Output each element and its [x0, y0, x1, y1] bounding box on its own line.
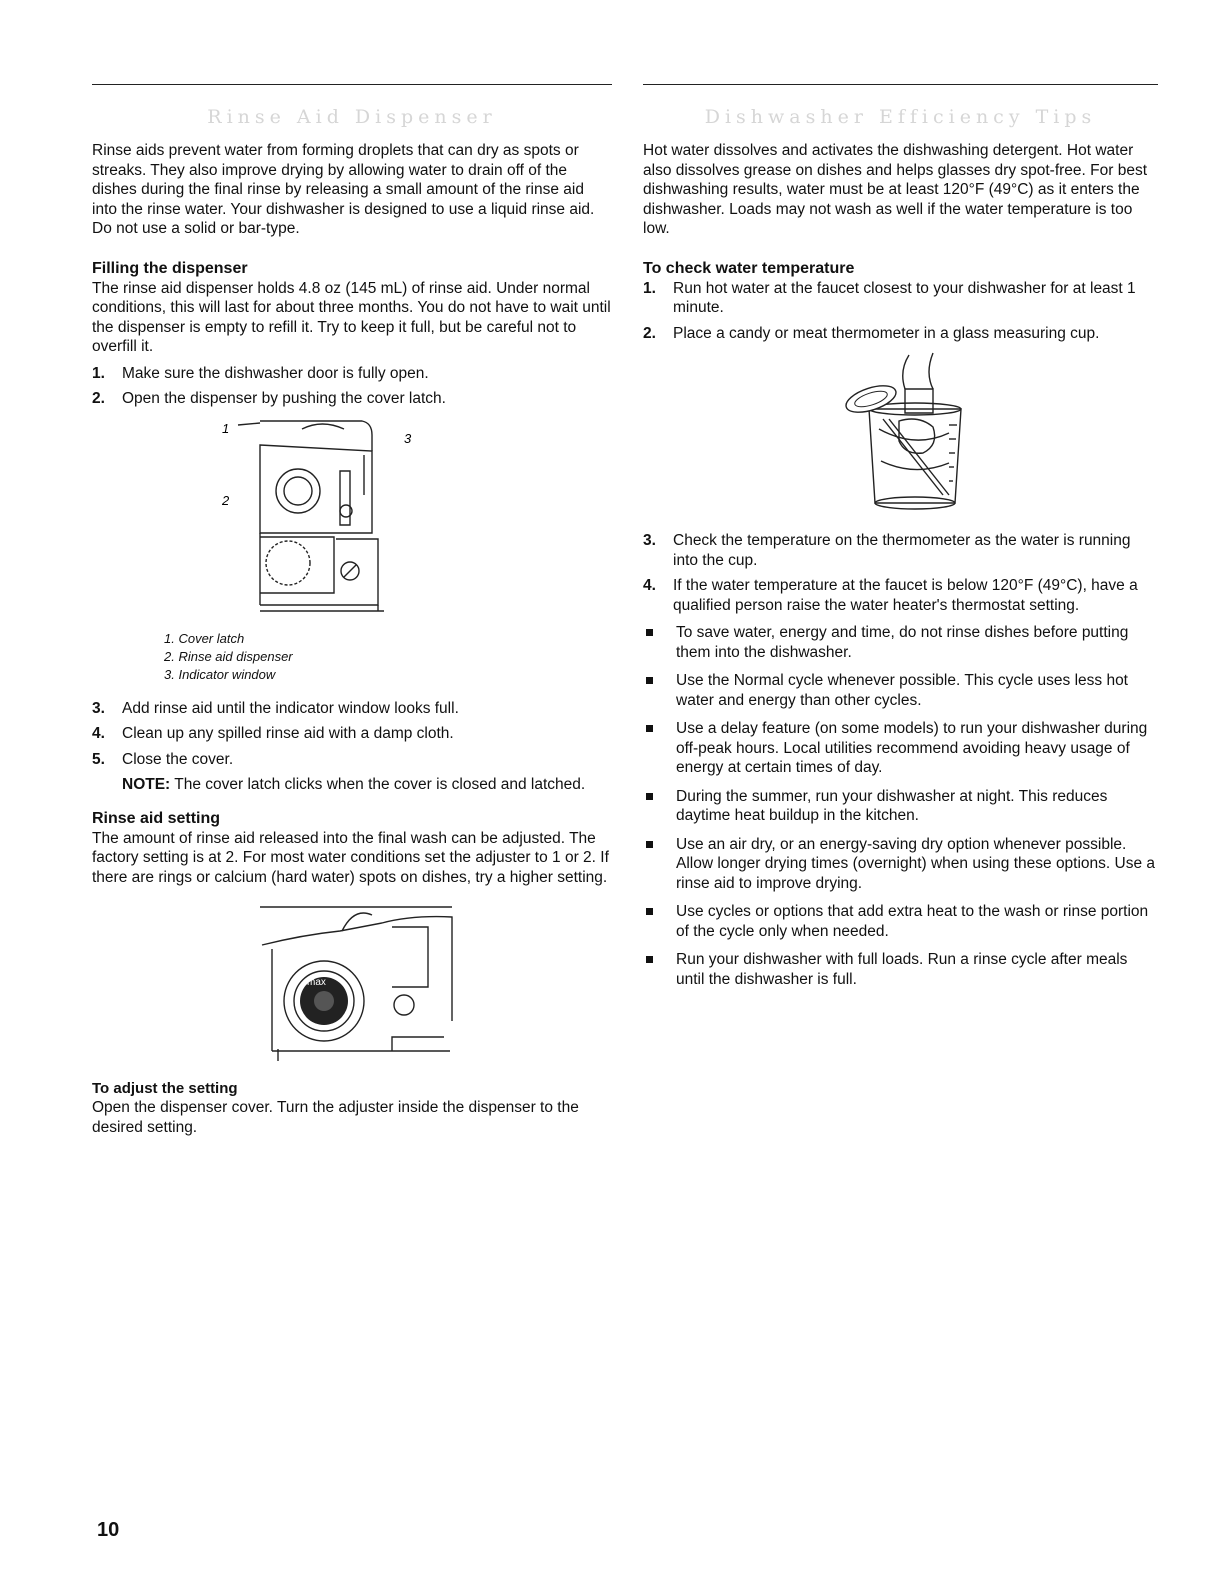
setting-heading: Rinse aid setting [92, 809, 221, 827]
section-rule [643, 84, 1158, 85]
thermometer-dial [843, 381, 899, 418]
dispenser-figure [92, 415, 612, 620]
step-number: 3. [643, 532, 656, 549]
note-label: NOTE: [122, 776, 171, 793]
tip-text: Use the Normal cycle whenever possible. This cycle uses less hot water and energy than other cycles. [676, 672, 1128, 709]
list-item [643, 671, 1158, 710]
tip-text: Use a delay feature (on some models) to run your dishwasher during off-peak hours. Local utilities recommend avoiding heavy usage of energy at certain times of day. [676, 720, 1148, 776]
step-text: Open the dispenser by pushing the cover latch. [122, 390, 446, 407]
note-text: The cover latch clicks when the cover is closed and latched. [170, 776, 586, 793]
step-text: If the water temperature at the faucet is below 120°F (49°C), have a qualified person raise the water heater's thermostat setting. [673, 577, 1138, 614]
adjuster-figure [92, 901, 612, 1071]
list-item [92, 389, 612, 409]
dial-max-label: max [307, 977, 326, 988]
bullet-icon [646, 677, 653, 684]
step-text: Place a candy or meat thermometer in a glass measuring cup. [673, 324, 1100, 342]
list-item [92, 724, 612, 744]
thermometer-drawing [869, 353, 961, 509]
list-item [643, 950, 1158, 989]
callout-3: 3 [404, 430, 412, 446]
right-column [643, 84, 1158, 998]
thermometer-figure [643, 349, 1158, 519]
step-number: 1. [643, 279, 656, 297]
rinse-aid-intro: Rinse aids prevent water from forming droplets that can dry as spots or streaks. They also improve drying by allowing water to drain off of the dishes during the final rinse by releasing a small amount of the rinse aid into the rinse water. Your dishwasher is designed to use a liquid rinse aid. Do not use a solid or bar-type. [92, 142, 595, 237]
step-text: Make sure the dishwasher door is fully open. [122, 364, 429, 382]
filling-text: The rinse aid dispenser holds 4.8 oz (145 mL) of rinse aid. Under normal conditions, this will last for about three months. You do not have to wait until the dispenser is empty to refill it. Try to keep it full, but be careful not to overfill it. [92, 279, 611, 355]
step-number: 4. [92, 725, 105, 742]
step-number: 2. [643, 324, 656, 342]
adjuster-dial-center [314, 991, 334, 1011]
callout-1: 1 [222, 420, 230, 436]
step-text: Close the cover. [122, 750, 234, 768]
list-item [643, 835, 1158, 894]
caption-rinse-aid-dispenser: 2. Rinse aid dispenser [164, 648, 293, 664]
section-title-rinse-aid: Rinse Aid Dispenser [207, 106, 497, 128]
list-item [92, 364, 612, 384]
bullet-icon [646, 956, 653, 963]
tip-text: During the summer, run your dishwasher at night. This reduces daytime heat buildup in the kitchen. [676, 787, 1108, 824]
step-number: 4. [643, 577, 656, 594]
list-item [643, 902, 1158, 941]
bullet-icon [646, 629, 653, 636]
left-column [92, 84, 612, 1137]
dispenser-drawing [238, 421, 384, 611]
list-item [643, 787, 1158, 826]
check-steps-a [643, 279, 1158, 344]
setting-text: The amount of rinse aid released into the final wash can be adjusted. The factory setting is at 2. For most water conditions set the adjuster to 1 or 2. If there are rings or calcium (hard water) spots on dishes, try a higher setting. [92, 829, 609, 886]
bullet-icon [646, 841, 653, 848]
step-text: Check the temperature on the thermometer as the water is running into the cup. [673, 532, 1131, 569]
adjust-heading: To adjust the setting [92, 1080, 238, 1097]
list-item [643, 324, 1158, 344]
section-rule [92, 84, 612, 85]
check-temp-heading: To check water temperature [643, 259, 855, 277]
adjuster-drawing [260, 907, 452, 1061]
step-text: Clean up any spilled rinse aid with a damp cloth. [122, 725, 454, 742]
filling-heading: Filling the dispenser [92, 259, 248, 277]
tip-text: To save water, energy and time, do not rinse dishes before putting them into the dishwasher. [676, 624, 1129, 661]
efficiency-intro: Hot water dissolves and activates the dishwashing detergent. Hot water also dissolves grease on dishes and helps glasses dry spot-free. For best dishwashing results, water must be at least 120°F (49°C) as it enters the dishwasher. Loads may not wash as well if the water temperature is too low. [643, 142, 1148, 237]
list-item [92, 699, 612, 719]
list-item [643, 576, 1158, 615]
bullet-icon [646, 793, 653, 800]
note [92, 775, 612, 795]
tip-text: Run your dishwasher with full loads. Run a rinse cycle after meals until the dishwasher is full. [676, 951, 1128, 988]
list-item [643, 531, 1158, 570]
bullet-icon [646, 725, 653, 732]
tip-text: Use cycles or options that add extra heat to the wash or rinse portion of the cycle only when needed. [676, 903, 1149, 940]
step-number: 1. [92, 364, 105, 382]
list-item [643, 623, 1158, 662]
list-item [643, 719, 1158, 778]
bullet-icon [646, 908, 653, 915]
list-item [92, 750, 612, 770]
step-number: 5. [92, 750, 105, 768]
filling-steps-b [92, 699, 612, 770]
step-number: 2. [92, 390, 105, 407]
step-number: 3. [92, 699, 105, 717]
callout-2: 2 [222, 492, 230, 508]
check-steps-b [643, 531, 1158, 615]
caption-cover-latch: 1. Cover latch [164, 630, 245, 646]
filling-steps-a [92, 364, 612, 409]
section-title-efficiency: Dishwasher Efficiency Tips [704, 106, 1097, 128]
adjust-text: Open the dispenser cover. Turn the adjuster inside the dispenser to the desired setting. [92, 1099, 579, 1136]
caption-indicator-window: 3. Indicator window [164, 666, 276, 682]
figure-captions [164, 630, 612, 684]
step-text: Run hot water at the faucet closest to your dishwasher for at least 1 minute. [673, 279, 1136, 316]
page-number: 10 [97, 1519, 120, 1541]
efficiency-tips [643, 623, 1158, 989]
step-text: Add rinse aid until the indicator window looks full. [122, 699, 459, 717]
tip-text: Use an air dry, or an energy-saving dry option whenever possible. Allow longer drying times (overnight) when using these options. Use a rinse aid to improve drying. [676, 835, 1156, 892]
list-item [643, 279, 1158, 318]
